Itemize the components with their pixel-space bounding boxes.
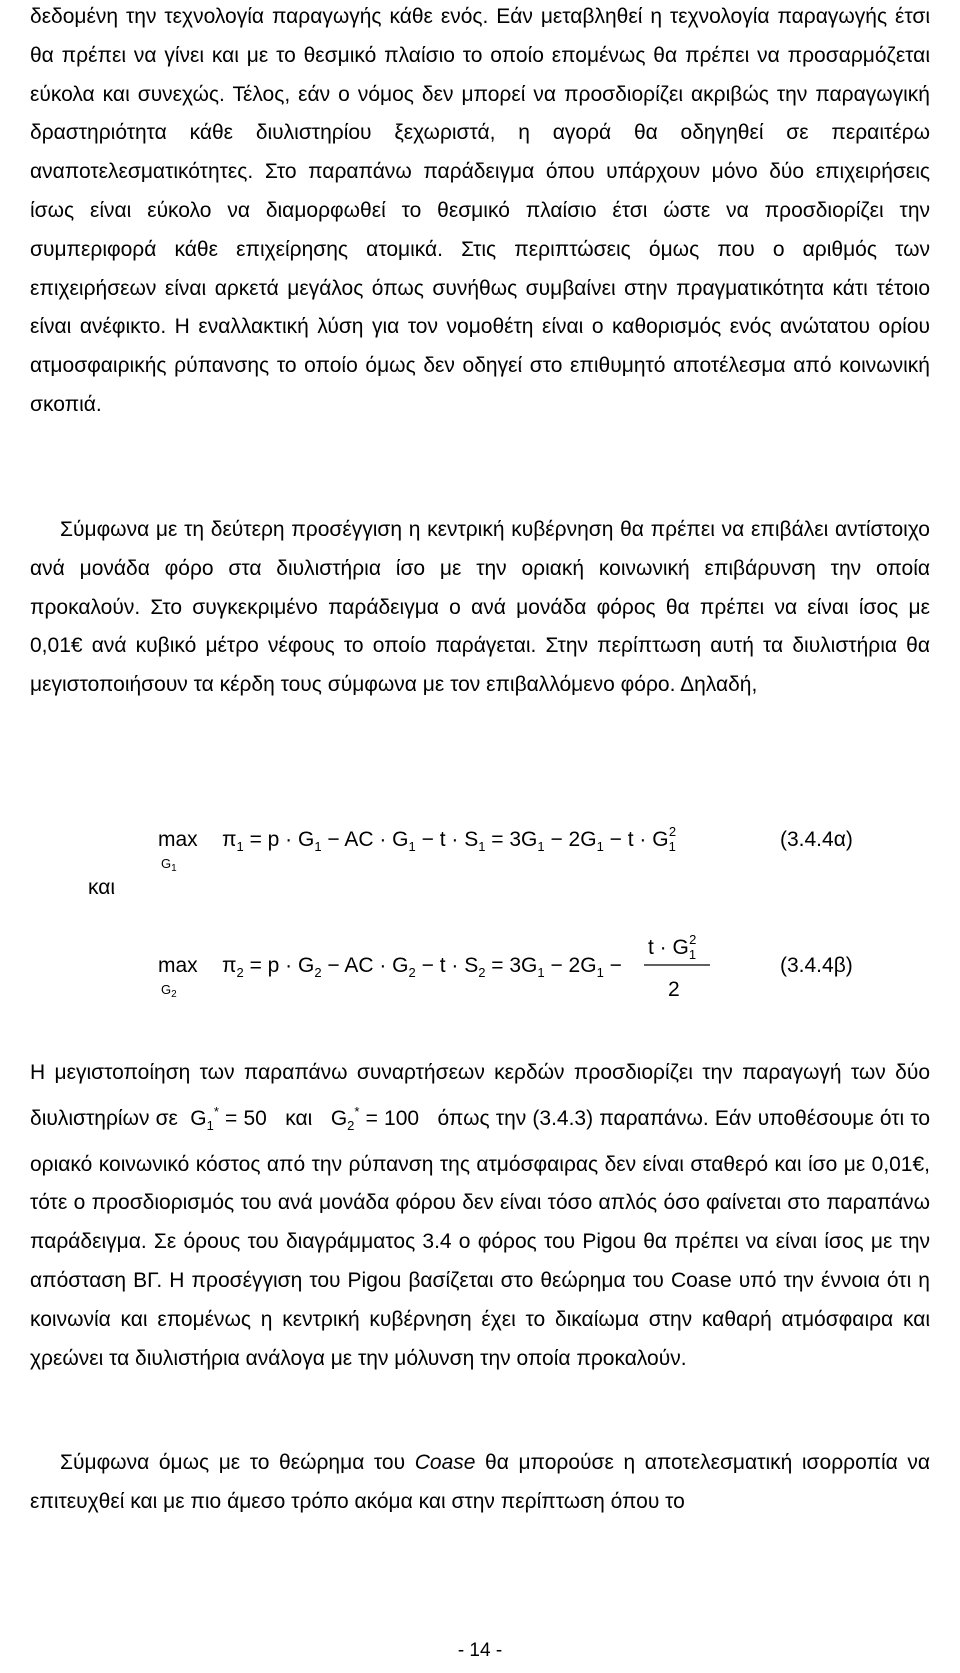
eq1-max-sub: $G_1$: [161, 856, 177, 874]
paragraph-1: δεδομένη την τεχνολογία παραγωγής κάθε ενός. Εάν μεταβληθεί η τεχνολογία παραγωγής έτσι θα πρέπει να γίνει και με το θεσμικό πλαίσιο το οποίο επομένως θα πρέπει να προσαρμόζεται εύκολα και συνεχώς. Τέλος, εάν ο νόμος δεν μπορεί να προσδιορίζει ακριβώς την παραγωγική δραστηριότητα κάθε διυλιστηρίου ξεχωριστά, η αγορά θα οδηγηθεί σε περαιτέρω αναποτελεσματικότητες. Στο παραπάνω παράδειγμα όπου υπάρχουν μόνο δύο επιχειρήσεις ίσως είναι εύκολο να διαμορφωθεί το θεσμικό πλαίσιο έτσι ώστε να προσδιορίζει την συμπεριφορά κάθε επιχείρησης ατομικά. Στις περιπτώσεις όμως που ο αριθμός των επιχειρήσεων είναι αρκετά μεγάλος όπως συνήθως συμβαίνει στην πραγματικότητα κάτι τέτοιο είναι ανέφικτο. Η εναλλακτική λύση για τον νομοθέτη είναι ο καθορισμός ενός ανώτατου ορίου ατμοσφαιρικής ρύπανσης το οποίο όμως δεν οδηγεί στο επιθυμητό αποτέλεσμα από κοινωνική σκοπιά.: [30, 5, 930, 416]
inline-g2-optimal: $G_2^* = 100$: [330, 1103, 420, 1133]
p3-before: Η μεγιστοποίηση των παραπάνω συναρτήσεων κερδών προσδιορίζει την παραγωγή των δύο διυλιστηρίων σε: [30, 1061, 930, 1130]
eq2-max-sub: $G_2$: [161, 982, 177, 1000]
p4-before: Σύμφωνα όμως με το θεώρημα του: [60, 1451, 406, 1474]
equation-3-4-4a: [0, 820, 960, 880]
eq2-frac-den: 2: [668, 978, 680, 1001]
paragraph-2: Σύμφωνα με τη δεύτερη προσέγγιση η κεντρική κυβέρνηση θα πρέπει να επιβάλει αντίστοιχο ανά μονάδα φόρο στα διυλιστήρια ίσο με την οριακή κοινωνική επιβάρυνση την οποία προκαλούν. Στο συγκεκριμένο παράδειγμα ο ανά μονάδα φόρος θα πρέπει να είναι ίσος με 0,01€ ανά κυβικό μέτρο νέφους το οποίο παράγεται. Στην περίπτωση αυτή τα διυλιστήρια θα μεγιστοποιήσουν τα κέρδη τους σύμφωνα με τον επιβαλλόμενο φόρο. Δηλαδή,: [30, 518, 930, 697]
inline-g1-optimal: $G_1^* = 50$: [190, 1103, 267, 1133]
p4-after: θα μπορούσε η αποτελεσματική ισορροπία να επιτευχθεί και με πιο άμεσο τρόπο ακόμα και στην περίπτωση όπου το: [30, 1451, 931, 1513]
eq2-frac-num: $t \cdot G_12$: [648, 932, 697, 962]
paragraph-3: [30, 1054, 930, 1378]
connector-and: και: [88, 876, 116, 899]
equation-3-4-4b: [0, 920, 960, 1006]
page-number: - 14 -: [457, 1640, 503, 1661]
eq2-body: $\pi_2 = p \cdot G_2$ − AC · $G_2 - t \cdot S_2 = 3G_1 - 2G_1$ −: [222, 954, 622, 980]
eq2-max: max: [158, 954, 198, 977]
eq1-max: max: [158, 828, 198, 851]
eq2-label: (3.4.4β): [780, 954, 853, 977]
p3-after: όπως την (3.4.3) παραπάνω. Εάν υποθέσουμε ότι το οριακό κοινωνικό κόστος από την ρύπανση της ατμόσφαιρας δεν είναι σταθερό και ίσο με 0,01€, τότε ο προσδιορισμός του ανά μονάδα φόρου δεν είναι τόσο απλός όσο φαίνεται στο παραπάνω παράδειγμα. Σε όρους του διαγράμματος 3.4 ο φόρος του Pigou θα πρέπει να είναι ίσος με την απόσταση ΒΓ. Η προσέγγιση του Pigou βασίζεται στο θεώρημα του Coase υπό την έννοια ότι η κοινωνία και επομένως η κεντρική κυβέρνηση έχει το δικαίωμα στην καθαρή ατμόσφαιρα και χρεώνει τα διυλιστήρια ανάλογα με την μόλυνση την οποία προκαλούν.: [30, 1106, 931, 1370]
p3-and: και: [285, 1106, 313, 1130]
paragraph-4: [30, 1444, 930, 1522]
p4-coase-italic: Coase: [414, 1451, 476, 1474]
eq1-label: (3.4.4α): [780, 828, 853, 851]
eq1-body: $\pi_1 = p \cdot G_1$ − AC · $G_1 - t \cdot S_1 = 3G_1 - 2G_1 - t \cdot G_12$: [222, 824, 677, 854]
